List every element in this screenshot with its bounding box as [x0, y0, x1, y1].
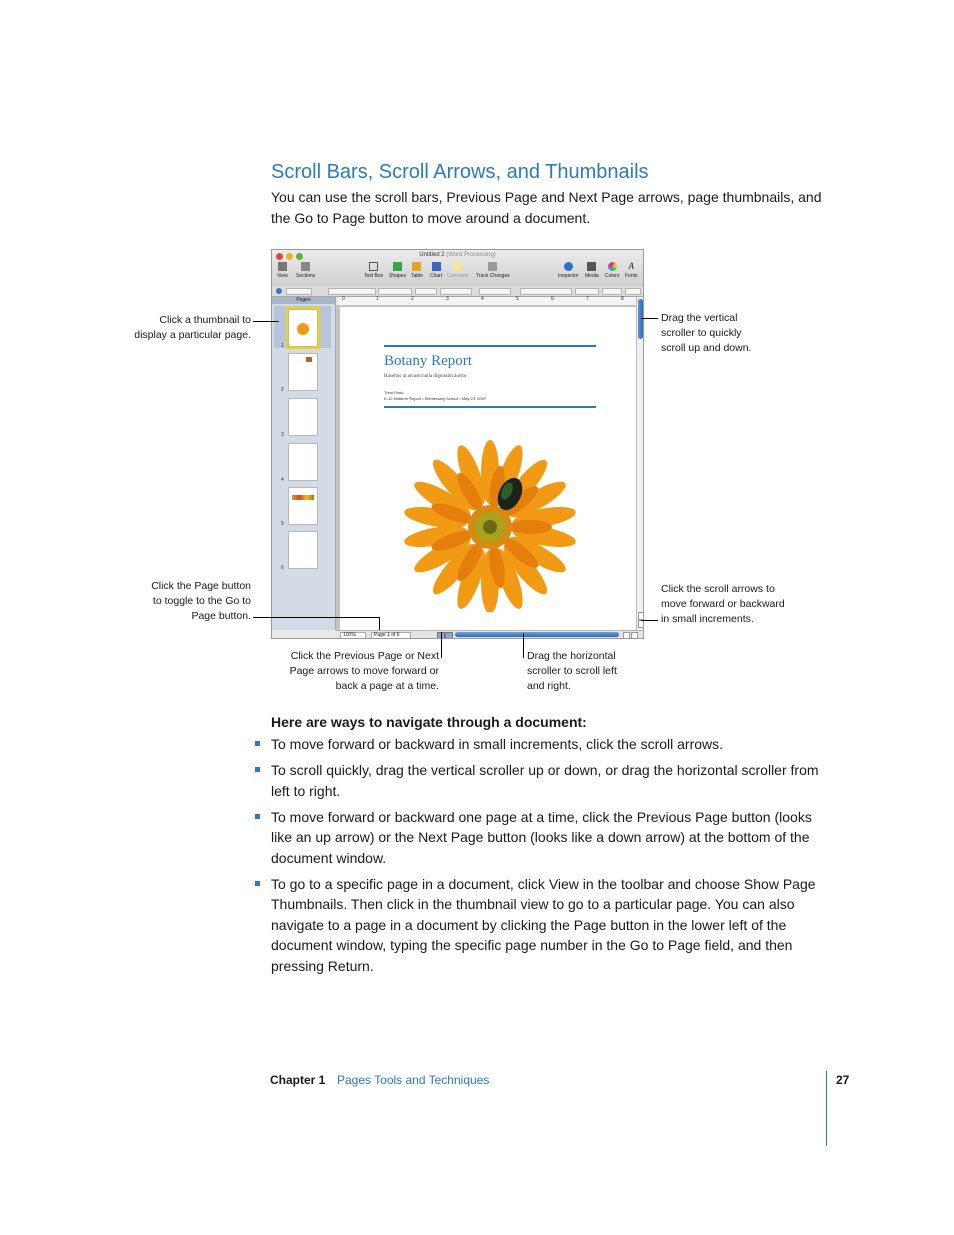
page-thumbnail[interactable]: [288, 398, 318, 436]
comment-icon: [453, 262, 462, 271]
doc-title: Botany Report: [384, 353, 472, 369]
sections-icon: [301, 262, 310, 271]
toolbar-colors: [605, 262, 619, 279]
format-field: [625, 288, 641, 295]
toolbar-table-label: Table: [411, 273, 423, 279]
scroll-left-arrow-icon[interactable]: [623, 632, 630, 639]
callout-hscroller: Drag the horizontal scroller to scroll left and right.: [527, 650, 617, 692]
toolbar-chart: [430, 262, 442, 279]
callout-page-button: Click the Page button to toggle to the Go to Page button.: [151, 580, 251, 622]
window-title-text: Untitled 2: [419, 252, 445, 258]
pages-window-screenshot: [271, 249, 644, 639]
toolbar-sections: [296, 262, 315, 279]
thumbnail-number: 3: [281, 432, 284, 438]
doc-subtitle: Hasellus ut arcusit nulla dignissim auctor: [384, 374, 467, 379]
format-field: [520, 288, 572, 295]
bullet-item: [255, 807, 827, 869]
thumbnail-number: 4: [281, 477, 284, 483]
scroll-up-arrow-icon[interactable]: [638, 612, 644, 620]
bullet-text: To move forward or backward one page at a time, click the Previous Page button (looks like an up arrow) or the Next Page button (looks like a down arrow) at the bottom of the document window.: [271, 808, 812, 866]
window-title: [272, 252, 643, 258]
media-icon: [587, 262, 596, 271]
subheading: Here are ways to navigate through a document:: [271, 714, 587, 730]
toolbar-textbox: [364, 262, 383, 279]
inspector-icon: [564, 262, 573, 271]
title-rule: [384, 345, 596, 347]
leader-line: [441, 632, 442, 658]
bullet-item: [255, 734, 827, 755]
toolbar-view-label: View: [277, 273, 288, 279]
ruler-number: 7: [586, 296, 589, 302]
callout-thumbnail: Click a thumbnail to display a particular page.: [134, 314, 251, 341]
thumbnail-number: 5: [281, 521, 284, 527]
bullet-marker: [255, 767, 260, 772]
toolbar-fonts: [625, 262, 638, 279]
ruler-number: 2: [411, 296, 414, 302]
ruler-number: 4: [481, 296, 484, 302]
colors-icon: [608, 262, 617, 271]
thumbnail-photos-icon: [292, 495, 314, 500]
bullet-text: To go to a specific page in a document, click View in the toolbar and choose Show Page Thumbnails. Then click in the thumbnail view to go to a particular page. You can also navigate to a page in a document by clicking the Page button in the lower left of the document window, typing the specific page number in the Go to Page field, and then pressing Return.: [271, 875, 816, 974]
page-button[interactable]: Page 1 of 6: [371, 632, 411, 639]
vertical-scrollbar[interactable]: [636, 297, 644, 630]
toolbar-track-changes-label: Track Changes: [476, 273, 510, 279]
scroll-down-arrow-icon[interactable]: [638, 620, 644, 628]
toolbar-inspector: [558, 262, 579, 279]
toolbar-fonts-label: Fonts: [625, 273, 638, 279]
bullet-text: To move forward or backward in small increments, click the scroll arrows.: [271, 736, 724, 752]
ruler-number: 8: [621, 296, 624, 302]
zoom-field[interactable]: 100%: [340, 632, 366, 639]
ruler-number: 3: [446, 296, 449, 302]
leader-line: [379, 617, 380, 630]
fonts-icon: A: [628, 261, 634, 271]
format-field: [415, 288, 437, 295]
vertical-scroller[interactable]: [638, 299, 643, 339]
toolbar-sections-label: Sections: [296, 273, 316, 279]
table-icon: [412, 262, 421, 271]
footer-chapter-title: Pages Tools and Techniques: [337, 1073, 490, 1087]
thumbnail-butterfly-icon: [306, 357, 312, 362]
track-changes-icon: [488, 262, 497, 271]
window-subtitle: (Word Processing): [446, 252, 496, 258]
format-field: [575, 288, 599, 295]
next-page-arrow-icon[interactable]: [445, 632, 453, 639]
shapes-icon: [393, 262, 402, 271]
document-status-bar: [336, 630, 643, 639]
toolbar-media-label: Media: [585, 273, 599, 279]
page-number: 27: [836, 1073, 850, 1087]
format-field: [328, 288, 376, 295]
leader-line: [641, 318, 658, 319]
bullet-list: [255, 734, 827, 982]
toolbar-comment: [447, 262, 469, 279]
leader-line: [641, 620, 658, 621]
toolbar-track-changes: [476, 262, 510, 279]
ruler-number: 6: [551, 296, 554, 302]
leader-line: [523, 633, 524, 658]
page-thumbnails-pane: [272, 297, 336, 630]
format-field: [286, 288, 312, 295]
leader-line: [253, 617, 380, 618]
intro-paragraph: You can use the scroll bars, Previous Page and Next Page arrows, page thumbnails, and the Go to Page button to move around a document.: [271, 189, 822, 226]
page-thumbnail[interactable]: [288, 487, 318, 525]
bullet-marker: [255, 741, 260, 746]
thumbnail-number: 6: [281, 565, 284, 571]
title-rule: [384, 406, 596, 408]
ruler-number: 0: [342, 296, 345, 302]
leader-line: [253, 321, 279, 322]
window-toolbar: [272, 250, 643, 287]
doc-author: Trent Pinto: [384, 390, 404, 395]
toolbar-table: [411, 262, 423, 279]
toolbar-view: [277, 262, 288, 279]
bullet-marker: [255, 881, 260, 886]
textbox-icon: [369, 262, 378, 271]
format-field: [378, 288, 412, 295]
footer-chapter: Chapter 1: [270, 1073, 326, 1087]
view-icon: [278, 262, 287, 271]
bullet-text: To scroll quickly, drag the vertical scroller up or down, or drag the horizontal scroller from left to right.: [271, 762, 819, 799]
scroll-right-arrow-icon[interactable]: [631, 632, 638, 639]
ruler-number: 5: [516, 296, 519, 302]
bullet-item: [255, 874, 827, 977]
toolbar-comment-label: Comment: [447, 273, 469, 279]
thumbnail-number: 1: [281, 343, 284, 349]
section-title: Scroll Bars, Scroll Arrows, and Thumbnails: [271, 161, 649, 183]
callout-vscroller: Drag the vertical scroller to quickly scroll up and down.: [661, 312, 752, 354]
chart-icon: [432, 262, 441, 271]
toolbar-chart-label: Chart: [430, 273, 443, 279]
footer-divider: [826, 1071, 827, 1146]
format-field: [602, 288, 622, 295]
pages-header: Pages: [272, 297, 335, 304]
bullet-item: [255, 760, 827, 801]
page-thumbnail[interactable]: [288, 309, 318, 347]
toolbar-colors-label: Colors: [605, 273, 620, 279]
page-thumbnail[interactable]: [288, 443, 318, 481]
document-canvas: [336, 305, 636, 630]
callout-prev-next: Click the Previous Page or Next Page arrows to move forward or back a page at a time.: [289, 650, 439, 692]
horizontal-scroller[interactable]: [455, 632, 619, 637]
toolbar-shapes-label: Shapes: [389, 273, 406, 279]
thumbnail-number: 2: [281, 387, 284, 393]
callout-scroll-arrows: Click the scroll arrows to move forward or backward in small increments.: [661, 583, 785, 625]
bullet-marker: [255, 814, 260, 819]
doc-meta: K-12 Midterm Report • Elementary School • May 23, 2007: [384, 396, 487, 401]
thumbnail-flower-icon: [297, 323, 309, 335]
format-field: [479, 288, 511, 295]
page-thumbnail[interactable]: [288, 531, 318, 569]
document-page: [340, 307, 637, 630]
toolbar-media: [585, 262, 599, 279]
toolbar-shapes: [389, 262, 406, 279]
ruler-number: 1: [376, 296, 379, 302]
flower-photo: [395, 437, 585, 612]
format-field: [440, 288, 472, 295]
page-thumbnail[interactable]: [288, 353, 318, 391]
toolbar-textbox-label: Text Box: [364, 273, 384, 279]
styles-drawer-icon: [276, 288, 282, 294]
toolbar-inspector-label: Inspector: [558, 273, 579, 279]
